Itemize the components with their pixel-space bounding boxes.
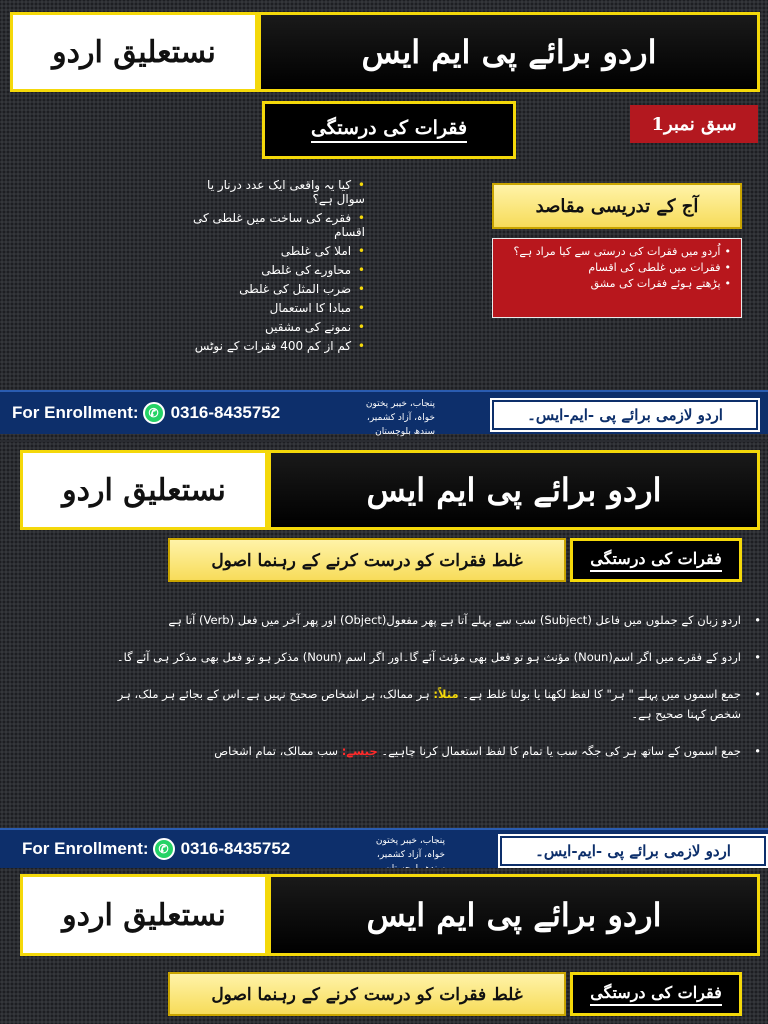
objectives-list [492, 238, 742, 318]
rule-item [95, 610, 767, 630]
topics-list [180, 178, 365, 358]
list-item: • ضرب المثل کی غلطی [180, 282, 365, 296]
footer-bar [0, 390, 768, 437]
rule-text: اردو کے فقرے میں اگر اسم(Noun) مؤنث ہو تو فعل بھی مؤنث آئے گا۔اور اگر اسم (Noun) مذکر ہو تو فعل بھی مذکر ہی آئے گا۔ [116, 650, 741, 664]
rule-item [95, 741, 767, 761]
list-item: • اُردو میں فقرات کی درستی سے کیا مراد ہے؟ [503, 245, 731, 258]
lesson-badge: سبق نمبر1 [630, 105, 758, 143]
enroll-label: For Enrollment: [22, 839, 149, 858]
example-label: جیسے: [341, 744, 378, 758]
rule-example: ہر ممالک، ہر اشخاص صحیح نہیں ہے۔اس کے بجائے ہر ملک، ہر شخص کہنا صحیح ہے۔ [117, 687, 741, 721]
list-item: • فقرے کی ساخت میں غلطی کی اقسام [180, 211, 365, 239]
list-item: • کم از کم 400 فقرات کے نوٹس [180, 339, 365, 353]
subtitle-box: غلط فقرات کو درست کرنے کے رہنما اصول [168, 972, 566, 1016]
topic-heading: فقرات کی درستگی [570, 972, 742, 1016]
phone-number: 0316-8435752 [170, 403, 281, 422]
course-tag: اردو لازمی برائے پی -ایم-ایس۔ [492, 400, 758, 430]
list-item: • مبادا کا استعمال [180, 301, 365, 315]
phone-number: 0316-8435752 [180, 839, 291, 858]
objectives-heading: آج کے تدریسی مقاصد [492, 183, 742, 229]
main-title: اردو برائے پی ایم ایس [268, 874, 760, 956]
provinces-text: پنجاب، خیبر پختون خواہ، آزاد کشمیر، [375, 836, 445, 860]
enrollment-info [22, 838, 290, 860]
rule-example: سب ممالک، تمام اشخاص [214, 744, 339, 758]
subtitle-box: غلط فقرات کو درست کرنے کے رہنما اصول [168, 538, 566, 582]
footer-bar [0, 828, 768, 868]
course-tag: اردو لازمی برائے پی -ایم-ایس۔ [500, 836, 766, 866]
list-item: • کیا یہ واقعی ایک عدد درنار یا سوال ہے؟ [180, 178, 365, 206]
whatsapp-icon: ✆ [143, 402, 165, 424]
rule-text: جمع اسموں میں پہلے " ہر" کا لفظ لکھنا یا بولنا غلط ہے۔ [462, 687, 741, 701]
enroll-label: For Enrollment: [12, 403, 139, 422]
logo: نستعلیق اردو [10, 12, 258, 92]
slide-2 [0, 442, 768, 868]
provinces-text: پنجاب، خیبر پختون خواہ، آزاد کشمیر، سندھ بلوچستان [365, 399, 435, 437]
list-item: • فقرات میں غلطی کی اقسام [503, 261, 731, 274]
logo: نستعلیق اردو [20, 450, 268, 530]
rule-item [95, 684, 767, 724]
whatsapp-icon: ✆ [153, 838, 175, 860]
topic-heading: فقرات کی درستگی [570, 538, 742, 582]
logo: نستعلیق اردو [20, 874, 268, 956]
example-label: مثلاً: [433, 687, 459, 701]
topic-heading: فقرات کی درستگی [262, 101, 516, 159]
list-item: • املا کی غلطی [180, 244, 365, 258]
main-title: اردو برائے پی ایم ایس [258, 12, 760, 92]
main-title: اردو برائے پی ایم ایس [268, 450, 760, 530]
list-item: • پڑھتے ہوئے فقرات کی مشق [503, 277, 731, 290]
rule-item [95, 647, 767, 667]
rule-text: اردو زبان کے جملوں میں فاعل (Subject) سب سے پہلے آتا ہے پھر مفعول(Object) اور پھر آخر میں فعل (Verb) آتا ہے [168, 613, 741, 627]
enrollment-info [12, 402, 280, 424]
list-item: • نمونے کی مشقیں [180, 320, 365, 334]
list-item: • محاورے کی غلطی [180, 263, 365, 277]
slide-3 [0, 868, 768, 1024]
rule-text: جمع اسموں کے ساتھ ہر کی جگہ سب یا تمام کا لفظ استعمال کرنا چاہیے۔ [381, 744, 741, 758]
slide-1 [0, 0, 768, 440]
rules-list [95, 610, 767, 778]
